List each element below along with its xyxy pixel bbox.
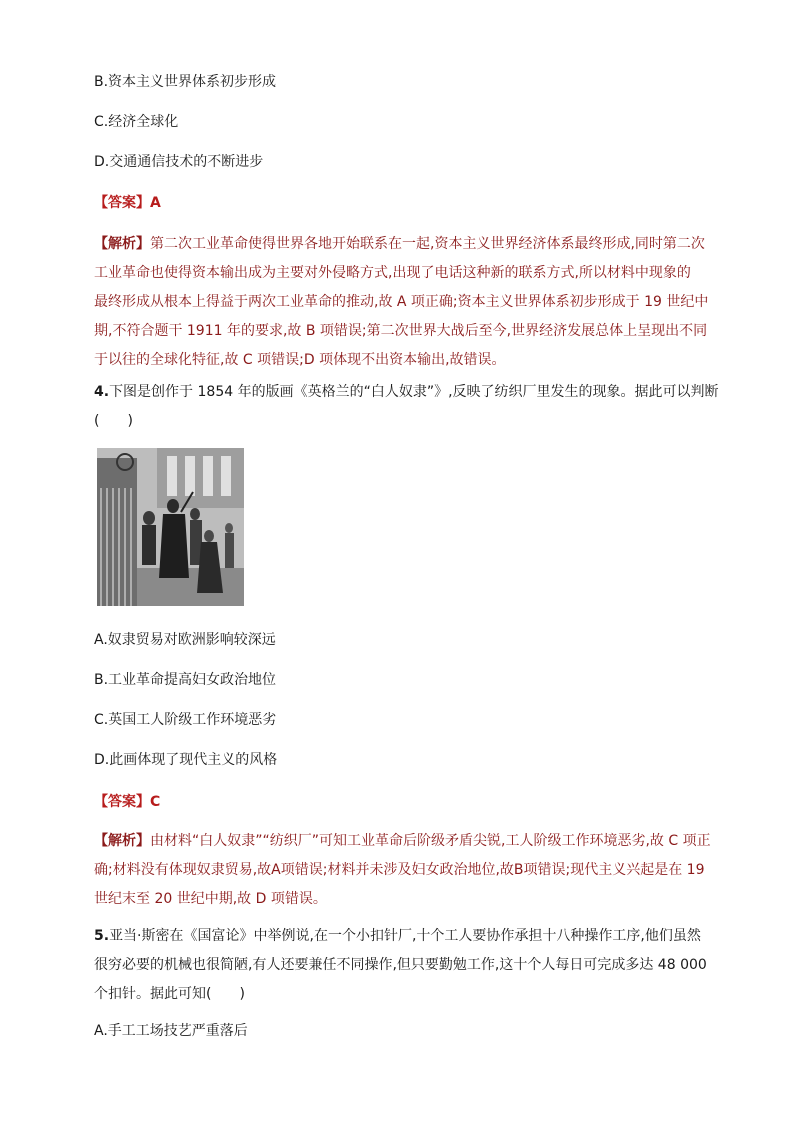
q4-stem — [94, 378, 719, 436]
q3-option-d: D.交通通信技术的不断进步 — [94, 154, 264, 170]
q3-option-b: B.资本主义世界体系初步形成 — [94, 74, 277, 90]
analysis-line: 工业革命也使得资本输出成为主要对外侵略方式,出现了电话这种新的联系方式,所以材料中现象的 — [94, 265, 691, 281]
q4-analysis — [94, 827, 711, 914]
engraving-illustration-icon — [97, 448, 244, 606]
answer-value: C — [150, 794, 161, 810]
answer-label: 【答案】 — [94, 794, 150, 810]
analysis-line: 确;材料没有体现奴隶贸易,故A项错误;材料并未涉及妇女政治地位,故B项错误;现代主义兴起是在 19 — [94, 862, 705, 878]
stem-line: 5.亚当·斯密在《国富论》中举例说,在一个小扣针厂,十个工人要协作承担十八种操作工序,他们虽然 — [94, 928, 701, 944]
q3-analysis — [94, 230, 709, 375]
q3-option-c: C.经济全球化 — [94, 114, 179, 130]
analysis-label: 【解析】 — [94, 236, 150, 252]
stem-line: 4.下图是创作于 1854 年的版画《英格兰的“白人奴隶”》,反映了纺织厂里发生的现象。据此可以判断 — [94, 384, 719, 400]
q5-stem — [94, 922, 707, 1009]
q4-option-b: B.工业革命提高妇女政治地位 — [94, 672, 277, 688]
q4-option-c: C.英国工人阶级工作环境恶劣 — [94, 712, 277, 728]
stem-line: 个扣针。据此可知( ) — [94, 986, 245, 1002]
answer-value: A — [150, 195, 161, 211]
analysis-line: 期,不符合题干 1911 年的要求,故 B 项错误;第二次世界大战后至今,世界经济发展总体上呈现出不同 — [94, 323, 708, 339]
stem-line: 很穷必要的机械也很简陋,有人还要兼任不同操作,但只要勤勉工作,这十个人每日可完成多达 48 000 — [94, 957, 707, 973]
q4-answer — [94, 792, 704, 812]
analysis-line: 【解析】由材料“白人奴隶”“纺织厂”可知工业革命后阶级矛盾尖锐,工人阶级工作环境恶劣,故 C 项正 — [94, 833, 711, 849]
analysis-line: 世纪末至 20 世纪中期,故 D 项错误。 — [94, 891, 327, 907]
q4-option-d: D.此画体现了现代主义的风格 — [94, 752, 278, 768]
question-number: 4. — [94, 384, 110, 400]
analysis-label: 【解析】 — [94, 833, 150, 849]
q3-answer — [94, 193, 704, 213]
analysis-line: 最终形成从根本上得益于两次工业革命的推动,故 A 项正确;资本主义世界体系初步形成于 19 世纪中 — [94, 294, 709, 310]
answer-label: 【答案】 — [94, 195, 150, 211]
analysis-line: 【解析】第二次工业革命使得世界各地开始联系在一起,资本主义世界经济体系最终形成,同时第二次 — [94, 236, 705, 252]
q4-option-a: A.奴隶贸易对欧洲影响较深远 — [94, 632, 276, 648]
stem-line: ( ) — [94, 413, 133, 429]
question-number: 5. — [94, 928, 110, 944]
analysis-line: 于以往的全球化特征,故 C 项错误;D 项体现不出资本输出,故错误。 — [94, 352, 506, 368]
q5-option-a: A.手工工场技艺严重落后 — [94, 1023, 248, 1039]
